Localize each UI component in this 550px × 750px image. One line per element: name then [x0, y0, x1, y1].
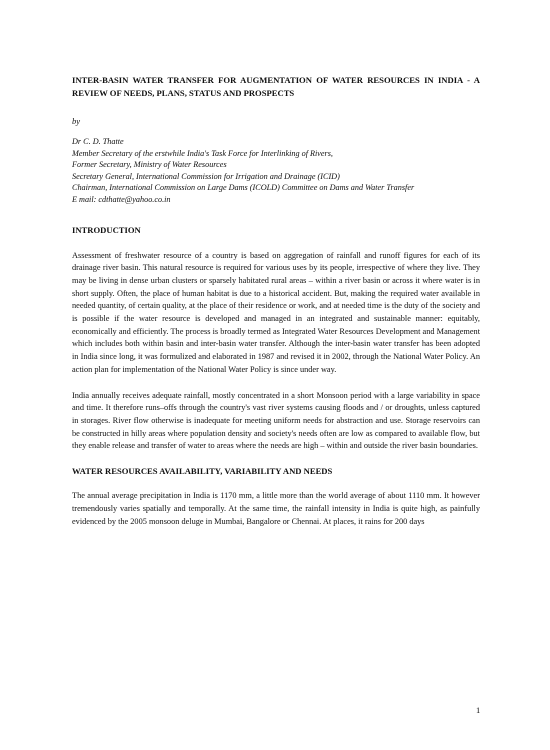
author-affiliation: Former Secretary, Ministry of Water Resources: [72, 160, 227, 170]
page-number: 1: [476, 705, 481, 715]
author-affiliation: Chairman, International Commission on Large Dams (ICOLD) Committee on Dams and Water Transfer: [72, 183, 415, 193]
body-paragraph: Assessment of freshwater resource of a country is based on aggregation of rainfall and runoff figures for each of its drainage river basin. This natural resource is required for various uses by its people, irrespective of where they live. They may be living in dense urban clusters or sparsely habitated rural areas – within a river basin or across it where water is in short supply. Often, the place of human habitat is due to a historical accident. But, making the required water available in needed quantity, of certain quality, at the place of their residence or work, and at needed time is the duty of the society and is possible if the water resource is developed and managed in an integrated and sustainable manner: equitably, economically and efficiently. The process is broadly termed as Integrated Water Resources Development and Management which includes both within basin and inter-basin water transfer. Although the inter-basin water transfer has been adopted in India since long, it was formulized and elaborated in 1987 and revised it in 2002, through the National Water Policy. An action plan for implementation of the National Water Policy is since under way.: [72, 250, 480, 374]
author-block: [72, 136, 480, 206]
byline: by: [72, 116, 81, 126]
author-name: Dr C. D. Thatte: [72, 137, 124, 146]
author-email: E mail: cdthatte@yahoo.co.in: [72, 194, 171, 204]
body-paragraph: India annually receives adequate rainfall, mostly concentrated in a short Monsoon period with a large variability in space and time. It therefore runs–offs through the country's vast river systems causing floods and / or droughts, unless captured in storages. River flow otherwise is inadequate for meeting uniform needs for abstraction and use. Storage reservoirs can be constructed in hilly areas where population density and society's needs often are low as compared to available flow, but they enable release and transfer of water to areas where the needs are high – within and outside the river basin boundaries.: [72, 390, 480, 451]
body-paragraph: The annual average precipitation in India is 1170 mm, a little more than the world average of about 1110 mm. It however tremendously varies spatially and temporally. At the same time, the rainfall intensity in India is quite high, as painfully evidenced by the 2005 monsoon deluge in Mumbai, Bangalore or Chennai. At places, it rains for 200 days: [72, 491, 480, 526]
page-content: [72, 74, 480, 528]
section-heading-introduction: INTRODUCTION: [72, 224, 141, 235]
author-affiliation: Secretary General, International Commission for Irrigation and Drainage (ICID): [72, 171, 340, 181]
section-heading-water-resources: WATER RESOURCES AVAILABILITY, VARIABILITY AND NEEDS: [72, 466, 333, 477]
paper-title: INTER-BASIN WATER TRANSFER FOR AUGMENTATION OF WATER RESOURCES IN INDIA - A REVIEW OF NEEDS, PLANS, STATUS AND PROSPECTS: [72, 75, 480, 98]
author-affiliation: Member Secretary of the erstwhile India's Task Force for Interlinking of Rivers,: [72, 148, 333, 158]
